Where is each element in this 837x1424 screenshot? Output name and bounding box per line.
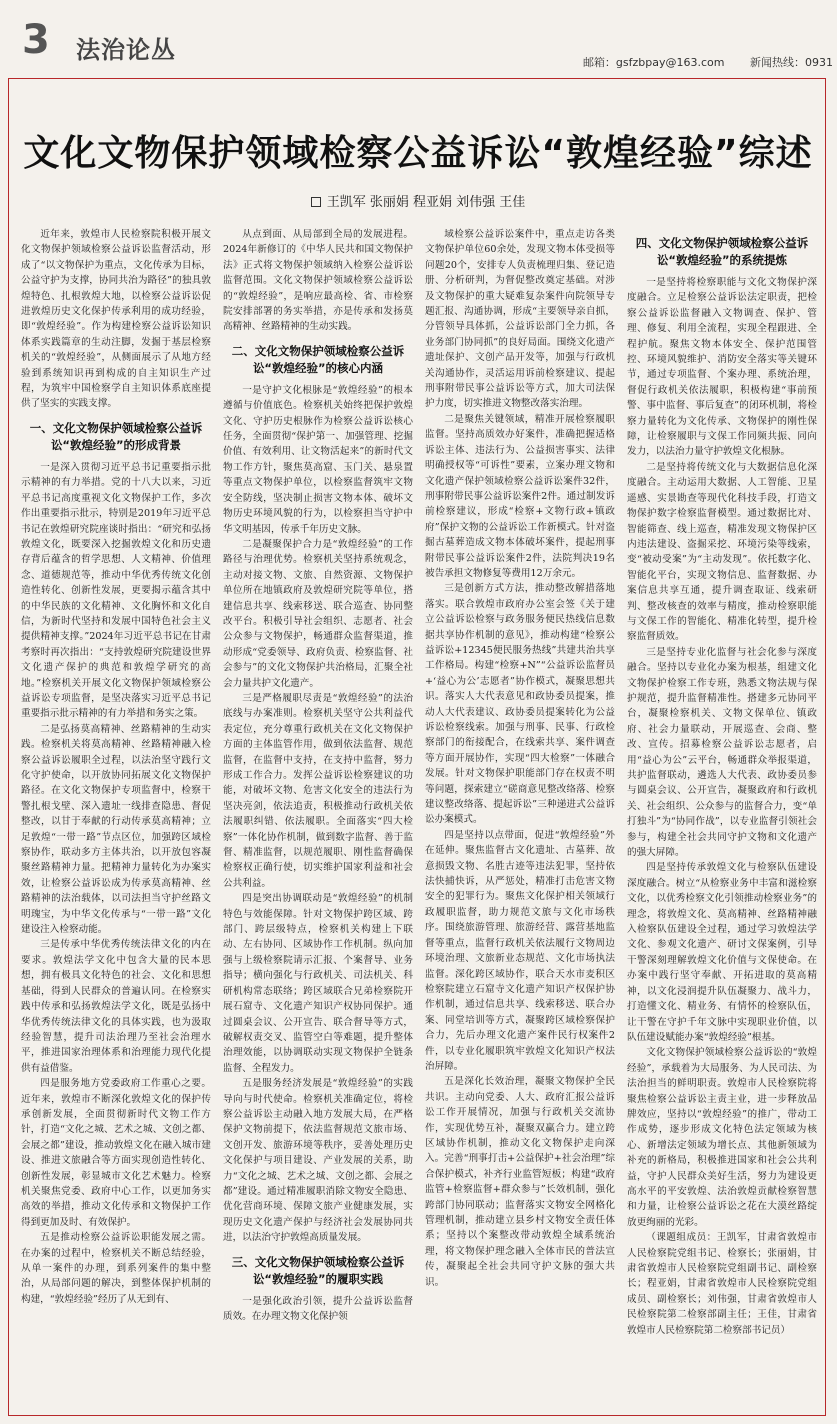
paragraph: 从点到面、从局部到全局的发展进程。2024年新修订的《中华人民共和国文物保护法》正式将文物保护领域纳入检察公益诉讼监督范围。文化文物保护领域检察公益诉讼的“敦煌经验”，是响应最高检、省、市检察院安排部署的务实举措，亦是传承和发扬莫高精神、丝路精神的生动实践。 [223, 229, 413, 333]
paragraph: 二是凝聚保护合力是“敦煌经验”的工作路径与治理优势。检察机关坚持系统观念，主动对接文物、文旅、自然资源、文物保护单位所在地镇政府及敦煌研究院等单位，搭建信息共享、线索移送、联合巡查、协同整改平台。积极引导社会组织、志愿者、社会公众参与文物保护，畅通群众监督渠道，推动形成“党委领导、政府负责、检察监督、社会参与”的文化文物保护共治格局，汇聚全社会力量共护文化遗产。 [223, 538, 413, 689]
article-byline [9, 191, 827, 210]
paragraph: 四是坚持传承敦煌文化与检察队伍建设深度融合。树立“从检察业务中丰富和滋检察文化，以优秀检察文化引领推动检察业务”的理念，将敦煌文化、莫高精神、丝路精神融入检察队伍建设全过程，通过学习敦煌法学文化、参观文化遗产、研讨文保案例，引导干警深刻理解敦煌文化价值与文保使命。在办案中践行坚守奉献、开拓进取的莫高精神，以文化浸润提升队伍凝聚力、战斗力，打造懂文化、精业务、有情怀的检察队伍，让干警在守护千年文脉中实现职业价值，以队伍建设赋能办案“敦煌经验”根基。 [627, 862, 817, 1043]
article-authors: 王凯军 张丽娟 程亚娟 刘伟强 王佳 [326, 195, 526, 210]
author-credits: （课题组成员：王凯军，甘肃省敦煌市人民检察院党组书记、检察长；张丽娟，甘肃省敦煌市人民检察院党组副书记、副检察长；程亚娟，甘肃省敦煌市人民检察院党组成员、副检察长；刘伟强，甘肃省敦煌市人民检察院第二检察部副主任；王佳，甘肃省敦煌市人民检察院第二检察部书记员） [627, 1232, 817, 1336]
paragraph: 四是服务地方党委政府工作重心之要。近年来，敦煌市不断深化敦煌文化的保护传承创新发展，全面贯彻新时代文物工作方针，打造“文化之城、艺术之城、文创之都、会展之都”建设，推动敦煌文化在融入城市建设、推进文旅融合等方面实现创造性转化、创新性发展，彰显城市文化艺术魅力。检察机关聚焦党委、政府中心工作，以更加务实高效的举措，推动文化传承和文物保护工作得到更加及时、有效保护。 [21, 1078, 211, 1228]
article-column-3 [425, 227, 615, 1405]
article-title: 文化文物保护领域检察公益诉讼“敦煌经验”综述 [23, 133, 813, 174]
paragraph: 二是聚焦关键领域，精准开展检察履职监督。坚持高质效办好案件，准确把握适格诉讼主体、违法行为、公益损害事实、法律明确授权等“可诉性”要素，立案办理文物和文化遗产保护领域检察公益诉讼案件32件，刑事附带民事公益诉讼案件2件。通过制发诉前检察建议，形成“检察+文物行政+镇政府”保护文物的公益诉讼工作新模式。针对盗掘古墓葬造成文物本体破坏案件，提起刑事附带民事公益诉讼案件2件，法院判决19名被告承担文物修复等费用12万余元。 [425, 413, 615, 579]
paragraph: 一是守护文化根脉是“敦煌经验”的根本遵循与价值底色。检察机关始终把保护敦煌文化、守护历史根脉作为检察公益诉讼核心任务，全面贯彻“保护第一、加强管理、挖掘价值、有效利用、让文物活起来”的新时代文物工作方针，聚焦莫高窟、玉门关、悬泉置等重点文物保护单位，以检察监督筑牢文物安全防线，坚决制止损害文物本体、破坏文物历史环境风貌的行为，以检察担当守护中华文明基因，传承千年历史文脉。 [223, 384, 413, 535]
byline-box-icon [311, 197, 321, 207]
paragraph: 三是传承中华优秀传统法律文化的内在要求。敦煌法学文化中包含大量的民本思想，拥有极具文化特色的社会、文化和思想基础，得到人民群众的普遍认同。在检察实践中传承和弘扬敦煌法学文化，既是弘扬中华优秀传统法律文化的具体实践，也为汲取经验智慧，提升司法治理乃至社会治理水平，推进国家治理体系和治理能力现代化提供有益借鉴。 [21, 939, 211, 1074]
paragraph: 一是坚持将检察职能与文化文物保护深度融合。立足检察公益诉讼法定职责，把检察公益诉讼监督融入文物调查、保护、管理、修复、利用全流程，实现全程跟进、全程护航。聚焦文物本体安全、保护范围管控、环境风貌维护、消防安全落实等关键环节，通过专项监督、个案办理、系统治理，督促行政机关依法履职，积极构建“事前预警、事中监督、事后复查”的闭环机制，将检察力量转化为文化传承、文物保护的刚性保障，让检察履职与文保工作同频共振、同向发力，以法治力量守护敦煌文化根脉。 [627, 277, 817, 458]
paragraph: 近年来，敦煌市人民检察院积极开展文化文物保护领域检察公益诉讼监督活动，形成了“以文物保护为重点，文化传承为目标，公益守护为支撑，协同共治为路径”的独具敦煌特色、扎根敦煌大地，以检察公益诉讼促进敦煌历史文化保护传承利用的成功经验，即“敦煌经验”。作为构建检察公益诉讼知识体系实践篇章的生动注脚，发掘于基层检察机关的“敦煌经验”，从侧面展示了从地方经验到系统知识再到构成的自主知识生产过程，为筑牢中国检察学自主知识体系底座提供了坚实的实践支撑。 [21, 229, 211, 410]
section-heading: 一、文化文物保护领域检察公益诉讼“敦煌经验”的形成背景 [29, 420, 203, 452]
contact-hotline: 新闻热线：0931 [750, 56, 833, 69]
paragraph: 三是严格履职尽责是“敦煌经验”的法治底线与办案准则。检察机关坚守公共利益代表定位，充分尊重行政机关在文化文物保护方面的主体监管作用，做到依法监督、规范监督，在监督中支持，在支持中监督，努力形成工作合力。发挥公益诉讼检察建议的功能，对破坏文物、危害文化安全的违法行为坚决亮剑，依法追责，积极推动行政机关依法履职纠错、依法履职。全面落实“四大检察”一体化协作机制，做到数字监督、善于监督、精准监督，以规范履职、刚性监督确保检察权正确行使，切实维护国家利益和社会公共利益。 [223, 692, 413, 889]
paragraph: 域检察公益诉讼案件中，重点走访各类文物保护单位60余处，发现文物本体受损等问题20个，安排专人负责梳理归集、登记造册、分析研判，为督促整改奠定基础。对涉及文物保护的重大疑难复杂案件向院领导专题汇报、沟通协调，形成“主要领导亲自抓，分管领导具体抓，公益诉讼部门全力抓，各业务部门协同抓”的良好局面。围绕文化遗产遗址保护、文创产品开发等，加强与行政机关沟通协作，灵活运用诉前检察建议、提起刑事附带民事公益诉讼等方式，加大司法保护力度，切实推进文物整改落实治理。 [425, 229, 615, 410]
masthead [0, 0, 837, 70]
paragraph: 一是深入贯彻习近平总书记重要指示批示精神的有力举措。党的十八大以来，习近平总书记高度重视文化文物保护工作，多次作出重要指示批示，特别是2019年习近平总书记在敦煌研究院座谈时指出：“研究和弘扬敦煌文化，既要深入挖掘敦煌文化和历史遗存背后蕴含的哲学思想、人文精神、价值理念、道德规范等，推动中华优秀传统文化创造性转化、创新性发展，更要揭示蕴含其中的中华民族的文化精神、文化胸怀和文化自信，为新时代坚持和发展中国特色社会主义提供精神支撑。”2024年习近平总书记在甘肃考察时再次指出：“支持敦煌研究院建设世界文化遗产保护的典范和敦煌学研究的高地。”检察机关开展文化文物保护领域检察公益诉讼专项监督，是坚决落实习近平总书记重要指示批示精神的有力举措和务实之策。 [21, 461, 211, 720]
paragraph: 一是强化政治引领，提升公益诉讼监督质效。在办理文物文化保护领 [223, 1295, 413, 1322]
paragraph: 二是弘扬莫高精神、丝路精神的生动实践。检察机关将莫高精神、丝路精神融入检察公益诉讼履职全过程，以法治坚守践行文化守护使命，以开放协同拓展文化文物保护路径。在文化文物保护专项监督中，检察干警扎根戈壁、深入遗址一线排查隐患、督促整改，以甘于奉献的行动传承莫高精神；立足敦煌“一带一路”节点区位，加强跨区域检察协作，联动多方主体共治，以开放包容凝聚丝路精神力量。把精神力量转化为办案实效，让检察公益诉讼成为传承莫高精神、丝路精神的法治载体，以司法担当守护丝路文明瑰宝，为中华文化传承与“一带一路”文化建设注入检察动能。 [21, 723, 211, 936]
paragraph: 文化文物保护领域检察公益诉讼的“敦煌经验”，承载着为大局服务、为人民司法、为法治担当的鲜明职责。敦煌市人民检察院将聚焦检察公益诉讼主责主业，进一步释放品牌效应，坚持以“敦煌经验”的推广，带动工作成势，逐步形成文化特色法定领域为核心、新增法定领域为增长点、其他新领域为补充的新格局，积极推进国家和社会公共利益，守护人民群众美好生活，努力为建设更高水平的平安敦煌、法治敦煌贡献检察智慧和力量，让检察公益诉讼之花在大漠丝路绽放更绚丽的光彩。 [627, 1047, 817, 1228]
page-number: 3 [22, 17, 50, 63]
article-column-1 [21, 227, 211, 1405]
section-heading: 四、文化文物保护领域检察公益诉讼“敦煌经验”的系统提炼 [635, 236, 809, 267]
paragraph: 五是推动检察公益诉讼职能发展之需。在办案的过程中，检察机关不断总结经验，从单一案件的办理，到系列案件的集中整治，从局部问题的解决，到整体保护机制的构建，“敦煌经验”经历了从无到有、 [21, 1232, 211, 1305]
article-column-4 [627, 227, 817, 1405]
section-name: 法治论丛 [76, 36, 176, 64]
paragraph: 五是服务经济发展是“敦煌经验”的实践导向与时代使命。检察机关准确定位，将检察公益诉讼主动融入地方发展大局，在严格保护文物前提下，依法监督规范文旅市场、文创开发、旅游环境等秩序，妥善处理历史文化保护与项目建设、产业发展的关系，助力“文化之城、艺术之城、文创之都、会展之都”建设。通过精准履职消除文物安全隐患、优化营商环境、保障文旅产业健康发展，实现历史文化遗产保护与经济社会发展协同共进，以法治守护敦煌高质量发展。 [223, 1078, 413, 1244]
section-heading: 三、文化文物保护领域检察公益诉讼“敦煌经验”的履职实践 [231, 1254, 405, 1286]
paragraph: 四是突出协调联动是“敦煌经验”的机制特色与效能保障。针对文物保护跨区域、跨部门、跨层级特点，检察机关构建上下联动、左右协同、区域协作工作机制。纵向加强与上级检察院请示汇报、个案督导、业务指导；横向强化与行政机关、司法机关、科研机构常态联络；跨区域联合兄弟检察院开展石窟寺、文化遗产知识产权协同保护。通过圆桌会议、公开宣告、联合督导等方式，破解权责交叉、监管空白等难题，提升整体治理效能，以协调联动实现文物保护全链条监督、全程发力。 [223, 893, 413, 1074]
contact-info [561, 54, 833, 70]
paragraph: 三是坚持专业化监督与社会化参与深度融合。坚持以专业化办案为根基，组建文化文物保护检察工作专班，熟悉文物法规与保护规范，提升监督精准性。搭建多元协同平台，凝聚检察机关、文物文保单位、镇政府、社会力量联动，开展巡查、会商、整改、宣传。招募检察公益诉讼志愿者，启用“益心为公”云平台，畅通群众举报渠道，共护监督联动，遴选人大代表、政协委员参与圆桌会议、公开宣告，凝聚政府和行政机关、社会组织、公众参与的监督合力，变“单打独斗”为“协同作战”，以专业监督引领社会参与，构建全社会共同守护文物和文化遗产的强大屏障。 [627, 646, 817, 859]
paragraph: 五是深化长效治理，凝聚文物保护全民共识。主动向党委、人大、政府汇报公益诉讼工作开展情况，加强与行政机关交流协作，实现优势互补，凝聚双赢合力。建立跨区域协作机制，推动文化文物保护走向深入。完善“刑事打击+公益保护+社会治理”综合保护模式，补齐行业监管短板；构建“政府监管+检察监督+群众参与”长效机制，强化跨部门协同联动；监督落实文物安全网格化管理机制，推动建立县乡村文物安全责任体系；坚持以个案整改带动敦煌全域系统治理，将文物保护理念融入全体市民的普法宣传，凝聚起全社会共同守护文脉的强大共识。 [425, 1076, 615, 1288]
paragraph: 三是创新方式方法，推动整改解措落地落实。联合敦煌市政府办公室会签《关于建立公益诉讼检察与政务服务便民热线信息数据共享协作机制的意见》，推动构建“检察公益诉讼+12345便民服务热线”共建共治共享工作格局。构建“检察+N”“公益诉讼监督员+‘益心为公’志愿者”协作模式，凝聚思想共识。落实人大代表意见和政协委员提案，推动人大代表建议、政协委员提案转化为公益诉讼检察线索。加强与刑事、民事、行政检察部门的衔接配合，在线索共享、案件调查等方面开展协作，实现“四大检察”一体融合发展。针对文物保护职能部门存在权责不明等问题，探索建立“磋商意见整改络落、检察建议整改络落、提起诉讼”三种递进式公益诉讼办案模式。 [425, 583, 615, 826]
article-column-2 [223, 227, 413, 1405]
paragraph: 四是坚持以点带面，促进“敦煌经验”外在延伸。聚焦监督古文化遗址、古墓葬、故意损毁文物、名胜古迹等违法犯罪，坚持依法快捕快诉，从严惩处，精准打击危害文物安全的犯罪行为。聚焦文化保护相关领域行政履职监督，助力规范文旅与文化市场秩序。围绕旅游管理、旅游经营、露营基地监督等重点，监督行政机关依法履行文物周边环境治理、文旅新业态规范、文化市场执法监督。深化跨区域协作，联合天水市麦积区检察院建立石窟寺文化遗产知识产权保护协作机制，通过信息共享、线索移送、联合办案、同堂培训等方式，凝聚跨区域检察保护合力，先后办理文化遗产案件民行权案件2件，以专业化履职筑牢敦煌文化知识产权法治屏障。 [425, 829, 615, 1072]
contact-email: 邮箱：gsfzbpay@163.com [582, 56, 725, 69]
paragraph: 二是坚持将传统文化与大数据信息化深度融合。主动运用大数据、人工智能、卫星遥感、实景勘查等现代化科技手段，打造文物保护数字检察监督模型。通过数据比对、智能筛查、线上巡查，精准发现文物保护区内违法建设、盗掘采挖、环境污染等线索，变“被动受案”为“主动发现”。依托数字化、智能化平台，实现文物信息、监督数据、办案信息共享互通，提升调查取证、线索研判、整改核查的效率与精度，推动检察职能与文保工作的智能化、精准化转型，提升检察监督质效。 [627, 461, 817, 643]
section-heading: 二、文化文物保护领域检察公益诉讼“敦煌经验”的核心内涵 [231, 343, 405, 375]
article-frame [8, 78, 826, 1416]
